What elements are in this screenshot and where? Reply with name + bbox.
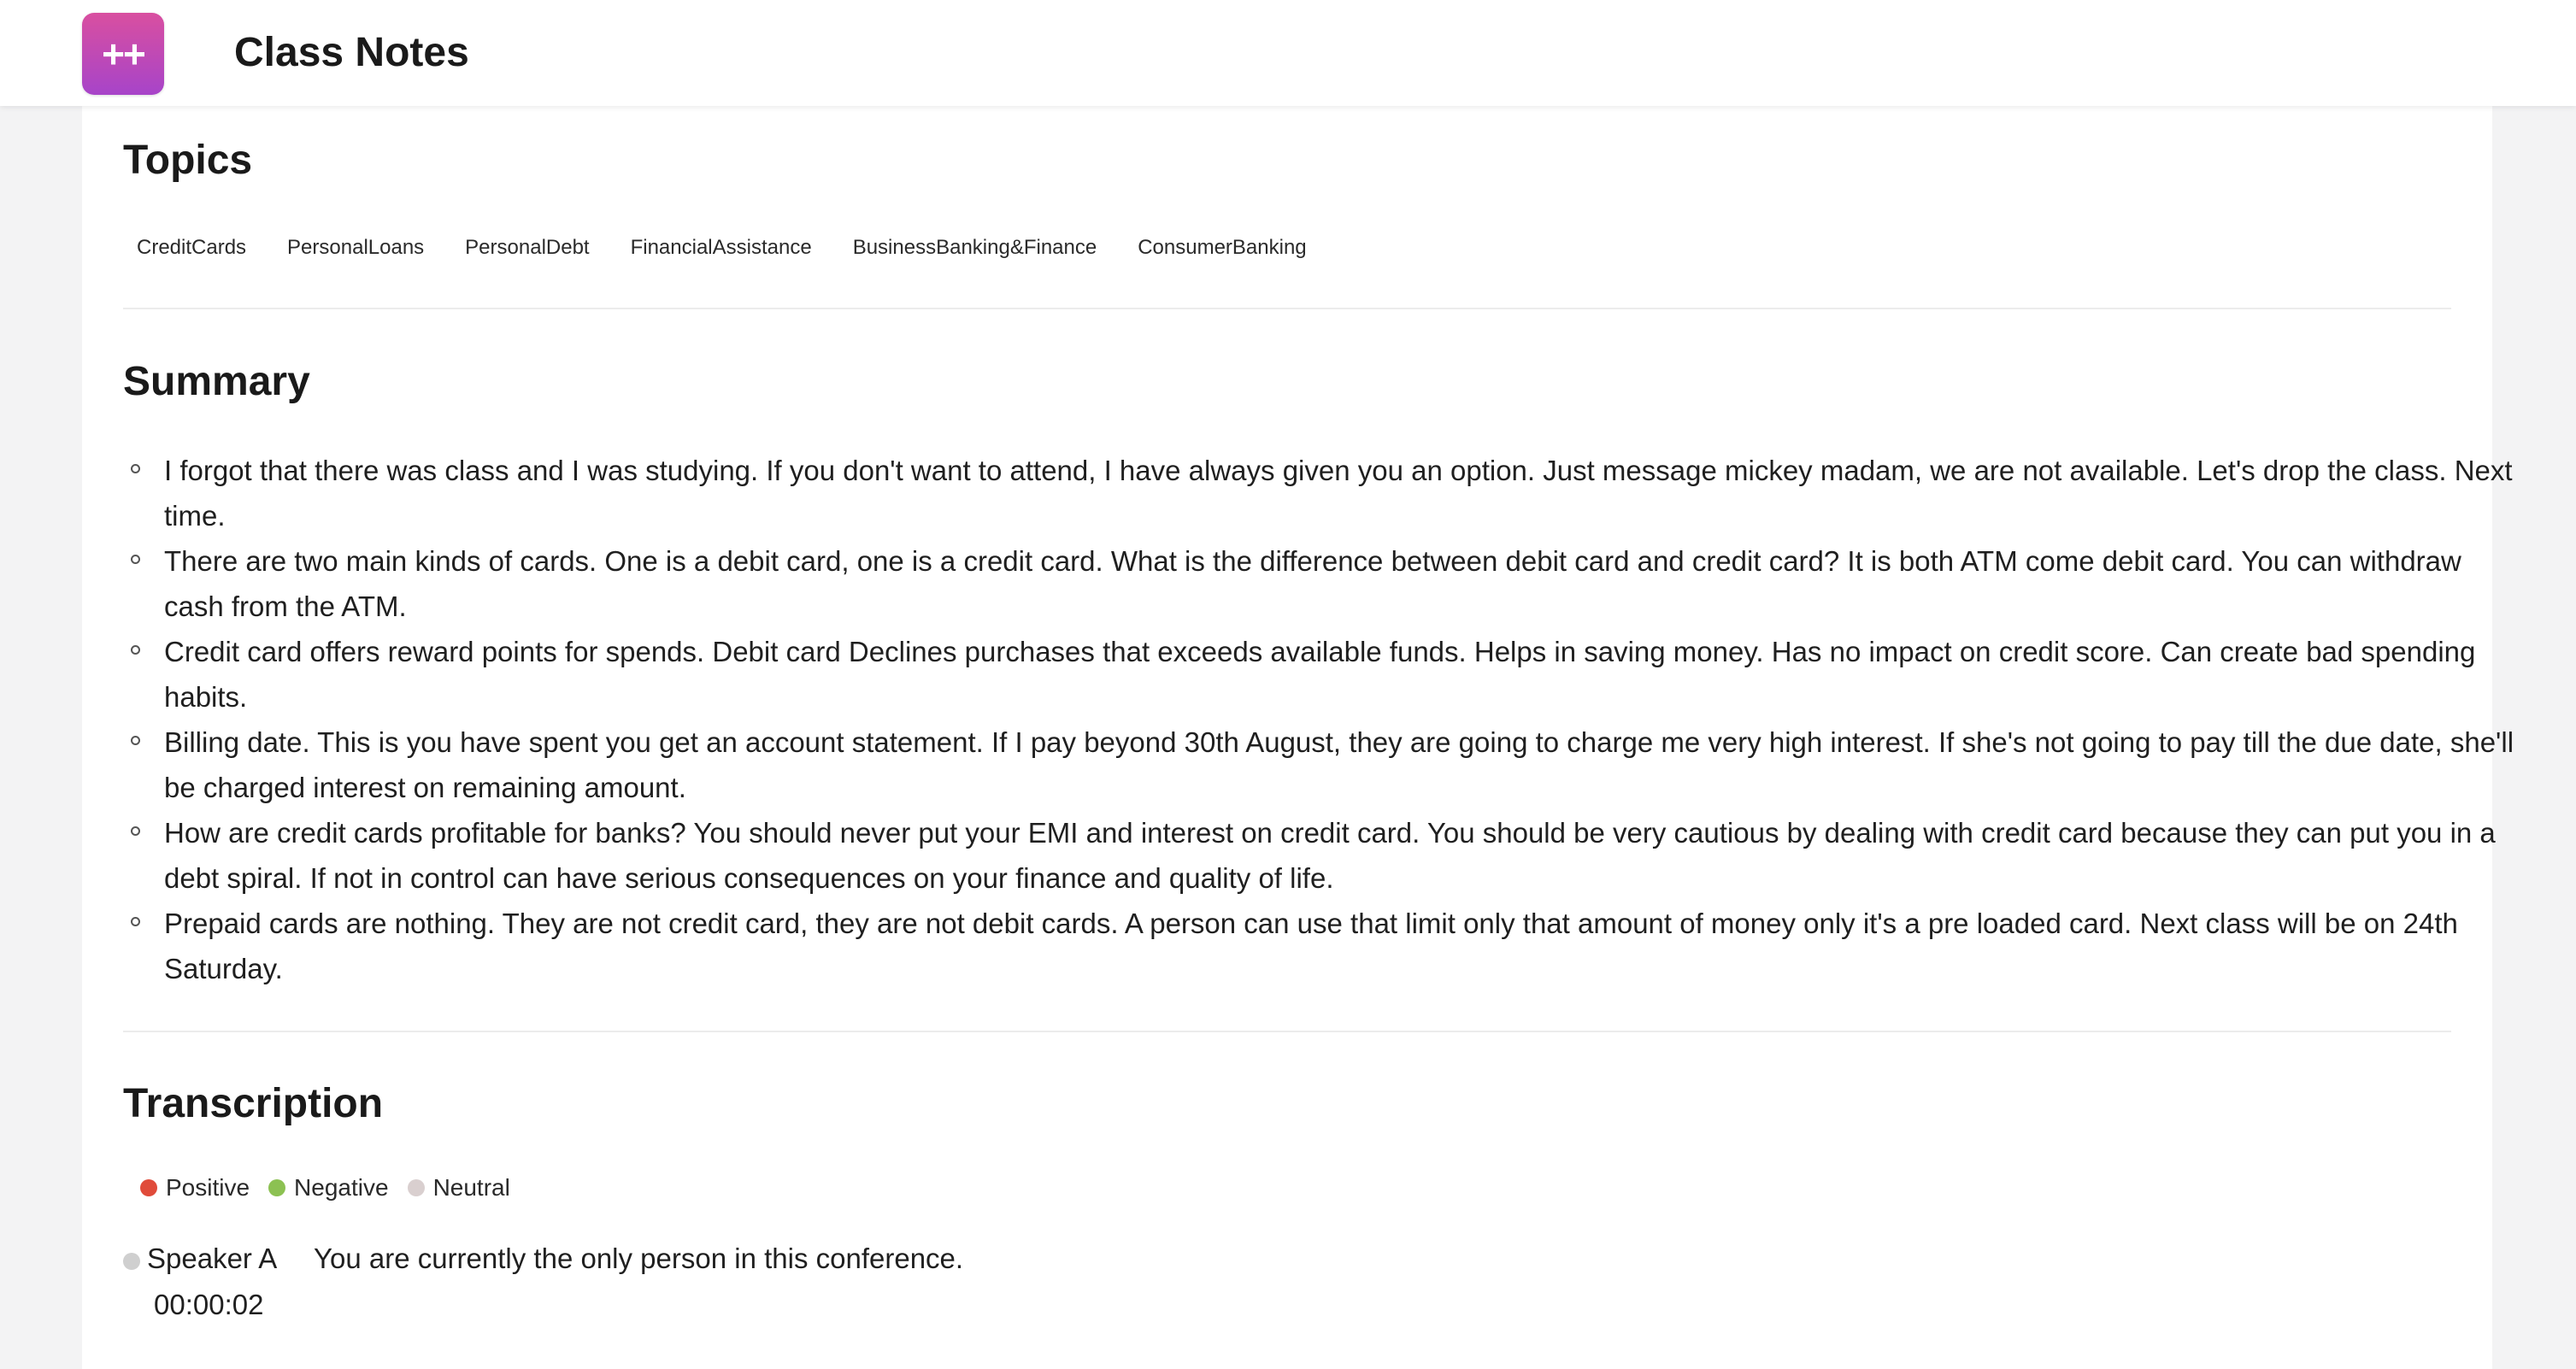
positive-dot-icon <box>140 1179 157 1196</box>
topic-tag[interactable]: ConsumerBanking <box>1138 236 1307 259</box>
summary-item: Credit card offers reward points for spends. Debit card Declines purchases that exceeds available funds. Helps in saving money. Has no impact on credit score. Can create bad spending habits. <box>123 629 2523 720</box>
summary-item: Billing date. This is you have spent you get an account statement. If I pay beyond 30th August, they are going to charge me very high interest. If she's not going to pay till the due date, she'll be charged interest on remaining amount. <box>123 720 2523 810</box>
topic-tag[interactable]: FinancialAssistance <box>630 236 812 259</box>
topic-tag[interactable]: PersonalDebt <box>465 236 590 259</box>
sentiment-legend <box>140 1174 529 1202</box>
summary-heading: Summary <box>123 359 310 404</box>
summary-list <box>123 448 2533 991</box>
circle-bullet-icon <box>131 736 140 745</box>
summary-section <box>123 358 2451 405</box>
circle-bullet-icon <box>131 917 140 926</box>
app-header <box>0 0 2576 106</box>
topics-list <box>137 236 1348 260</box>
summary-item: I forgot that there was class and I was studying. If you don't want to attend, I have always given you an option. Just message mickey madam, we are not available. Let's drop the class. Next time. <box>123 448 2523 538</box>
negative-dot-icon <box>268 1179 285 1196</box>
section-divider <box>123 308 2451 309</box>
page-title: Class Notes <box>234 30 469 75</box>
logo-plus-icon: ++ <box>102 32 144 76</box>
summary-item: There are two main kinds of cards. One is a debit card, one is a credit card. What is the difference between debit card and credit card? It is both ATM come debit card. You can withdraw cash from the ATM. <box>123 538 2523 629</box>
utterance-timestamp[interactable]: 00:00:02 <box>154 1289 264 1320</box>
notes-panel <box>82 106 2514 1369</box>
utterance-text: You are currently the only person in this conference. <box>314 1243 964 1274</box>
topics-section <box>123 137 2451 184</box>
topic-tag[interactable]: CreditCards <box>137 236 247 259</box>
topic-tag[interactable]: BusinessBanking&Finance <box>852 236 1097 259</box>
circle-bullet-icon <box>131 826 140 836</box>
topic-tag[interactable]: PersonalLoans <box>287 236 425 259</box>
legend-item-neutral: Neutral <box>408 1174 510 1202</box>
topics-heading: Topics <box>123 138 253 183</box>
transcription-section <box>123 1080 2451 1127</box>
sentiment-dot-icon <box>123 1253 140 1270</box>
neutral-dot-icon <box>408 1179 425 1196</box>
legend-item-negative: Negative <box>268 1174 389 1202</box>
summary-item: How are credit cards profitable for banks? You should never put your EMI and interest on credit card. You should be very cautious by dealing with credit card because they can put you in a debt spiral. If not in control can have serious consequences on your finance and quality of life. <box>123 810 2523 901</box>
circle-bullet-icon <box>131 645 140 655</box>
legend-item-positive: Positive <box>140 1174 250 1202</box>
section-divider <box>123 1031 2451 1032</box>
transcription-heading: Transcription <box>123 1081 384 1126</box>
circle-bullet-icon <box>131 464 140 473</box>
circle-bullet-icon <box>131 555 140 564</box>
speaker-name: Speaker A <box>147 1243 278 1274</box>
app-logo[interactable] <box>82 13 164 95</box>
summary-item: Prepaid cards are nothing. They are not credit card, they are not debit cards. A person can use that limit only that amount of money only it's a pre loaded card. Next class will be on 24th Saturday. <box>123 901 2523 991</box>
